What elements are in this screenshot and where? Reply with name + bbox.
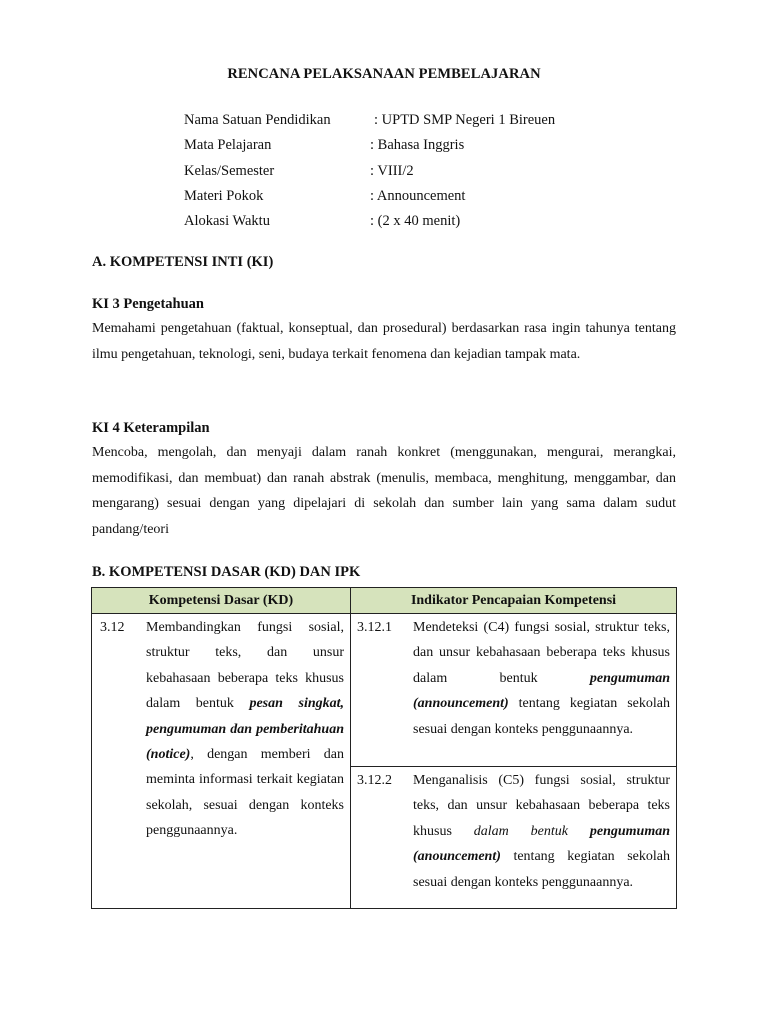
meta-label: Nama Satuan Pendidikan <box>184 112 331 128</box>
meta-value: : Bahasa Inggris <box>370 137 465 154</box>
meta-label: Mata Pelajaran <box>184 137 272 154</box>
ipk-text-part: tentang kegiatan sekolah sesuai dengan konteks penggunaannya. <box>413 849 670 890</box>
kd-cell <box>92 614 351 909</box>
section-a-heading: A. KOMPETENSI INTI (KI) <box>92 254 274 270</box>
ipk-text-part: Menganalisis (C5) fungsi sosial, struktur teks, dan unsur kebahasaan beberapa teks khusus <box>413 773 670 839</box>
meta-label: Alokasi Waktu <box>184 213 270 230</box>
meta-value: : (2 x 40 menit) <box>370 213 461 230</box>
ipk-cell <box>351 614 677 909</box>
ipk-number: 3.12.2 <box>357 773 392 788</box>
ipk-text <box>413 615 670 742</box>
ipk-item <box>351 767 676 908</box>
table-row <box>92 614 677 909</box>
ki4-text: Mencoba, mengolah, dan menyaji dalam ranah konkret (menggunakan, mengurai, merangkai, memodifikasi, dan membuat) dan ranah abstrak (menulis, membaca, menghitung, menggambar, dan mengarang) sesuai dengan yang dipelajari di sekolah dan sumber lain yang sama dalam sudut pandang/teori <box>92 445 676 537</box>
kd-ipk-table <box>91 587 677 909</box>
meta-label: Kelas/Semester <box>184 162 275 179</box>
meta-label: Materi Pokok <box>184 187 264 204</box>
ipk-text <box>413 768 670 895</box>
kd-emphasis: pesan singkat, pengumuman dan pemberitahuan (notice) <box>146 696 345 763</box>
kd-text <box>146 615 344 844</box>
kd-text-part: Membandingkan fungsi sosial, struktur teks, dan unsur kebahasaan beberapa teks khusus dalam bentuk <box>146 620 344 712</box>
section-b-heading: B. KOMPETENSI DASAR (KD) DAN IPK <box>92 564 361 580</box>
meta-value: : Announcement <box>370 187 466 204</box>
kd-number: 3.12 <box>100 620 125 635</box>
document-title: RENCANA PELAKSANAAN PEMBELAJARAN <box>227 66 541 82</box>
kd-column-header: Kompetensi Dasar (KD) <box>92 588 351 614</box>
ki3-text: Memahami pengetahuan (faktual, konseptual, dan prosedural) berdasarkan rasa ingin tahunya tentang ilmu pengetahuan, teknologi, seni, budaya terkait fenomena dan kejadian tampak mata. <box>92 321 676 362</box>
ki3-heading: KI 3 Pengetahuan <box>92 296 204 312</box>
ki4-heading: KI 4 Keterampilan <box>92 420 210 436</box>
kd-text-part: , dengan memberi dan meminta informasi terkait kegiatan sekolah, sesuai dengan konteks penggunaannya. <box>146 747 344 839</box>
ipk-text-part: Mendeteksi (C4) fungsi sosial, struktur teks, dan unsur kebahasaan beberapa teks khusus dalam bentuk <box>413 620 670 686</box>
ipk-text-part: tentang kegiatan sekolah sesuai dengan konteks penggunaannya. <box>413 696 670 737</box>
ipk-item <box>351 614 676 767</box>
table-header-row <box>92 588 677 614</box>
ipk-italic: dalam bentuk <box>473 823 568 839</box>
meta-value: : VIII/2 <box>370 162 414 179</box>
ipk-column-header: Indikator Pencapaian Kompetensi <box>351 588 677 614</box>
meta-value: : UPTD SMP Negeri 1 Bireuen <box>374 112 556 128</box>
ipk-number: 3.12.1 <box>357 620 392 635</box>
ipk-emphasis: pengumuman (anouncement) <box>413 823 670 865</box>
ipk-emphasis: pengumuman (announcement) <box>413 670 670 712</box>
